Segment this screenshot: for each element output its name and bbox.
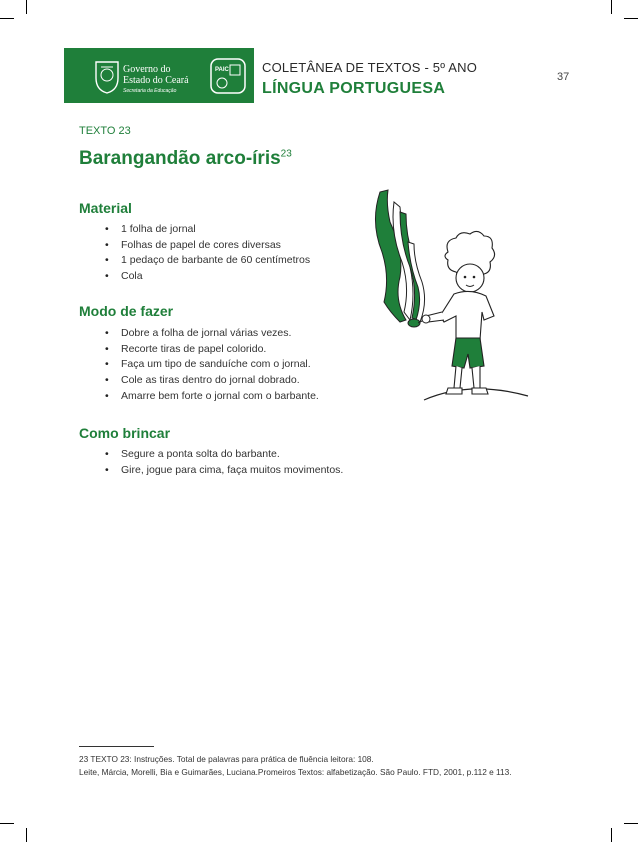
section-heading-modo-de-fazer: Modo de fazer <box>79 303 174 319</box>
footnote-ref: 23 <box>280 148 292 160</box>
list-item: • Amarre bem forte o jornal com o barbante. <box>105 389 319 405</box>
crop-mark <box>611 0 612 14</box>
crop-mark <box>0 18 14 19</box>
page-title <box>79 148 292 170</box>
list-item: • Gire, jogue para cima, faça muitos movimentos. <box>105 463 343 479</box>
footnote-line-2: Leite, Márcia, Morelli, Bia e Guimarães, Luciana.Promeiros Textos: alfabetização. São Paulo. FTD, 2001, p.112 e 113. <box>79 767 512 777</box>
list-item: • Recorte tiras de papel colorido. <box>105 342 319 358</box>
crop-mark <box>624 823 638 824</box>
government-subtitle: Secretaria da Educação <box>123 88 177 94</box>
play-list <box>105 447 343 478</box>
boy-with-barangandao-illustration <box>360 182 530 407</box>
logo-label: PAIC <box>215 67 229 73</box>
state-seal-icon <box>92 58 122 94</box>
crop-mark <box>26 0 27 14</box>
paic-logo-icon <box>208 56 248 96</box>
crop-mark <box>0 823 14 824</box>
subject-title: LÍNGUA PORTUGUESA <box>262 80 446 97</box>
crop-mark <box>26 828 27 842</box>
list-item: • Folhas de papel de cores diversas <box>105 238 310 254</box>
section-heading-material: Material <box>79 200 132 216</box>
footnote-rule <box>79 746 154 747</box>
title-text: Barangandão arco-íris <box>79 148 281 169</box>
section-heading-como-brincar: Como brincar <box>79 425 171 441</box>
instructions-list <box>105 326 319 404</box>
list-item: • Cole as tiras dentro do jornal dobrado. <box>105 373 319 389</box>
list-item: • Dobre a folha de jornal várias vezes. <box>105 326 319 342</box>
footnote-line-1: 23 TEXTO 23: Instruções. Total de palavras para prática de fluência leitora: 108. <box>79 754 374 764</box>
list-item: • 1 folha de jornal <box>105 222 310 238</box>
collection-title: COLETÂNEA DE TEXTOS - 5º ANO <box>262 60 478 75</box>
list-item: • 1 pedaço de barbante de 60 centímetros <box>105 253 310 269</box>
government-name: Governo do Estado do Ceará <box>123 64 189 86</box>
crop-mark <box>624 18 638 19</box>
crop-mark <box>611 828 612 842</box>
text-number-label: TEXTO 23 <box>79 125 131 137</box>
list-item: • Segure a ponta solta do barbante. <box>105 447 343 463</box>
list-item: • Cola <box>105 269 310 285</box>
page-number: 37 <box>557 71 570 83</box>
material-list <box>105 222 310 285</box>
list-item: • Faça um tipo de sanduíche com o jornal. <box>105 357 319 373</box>
program-logo <box>203 48 253 103</box>
